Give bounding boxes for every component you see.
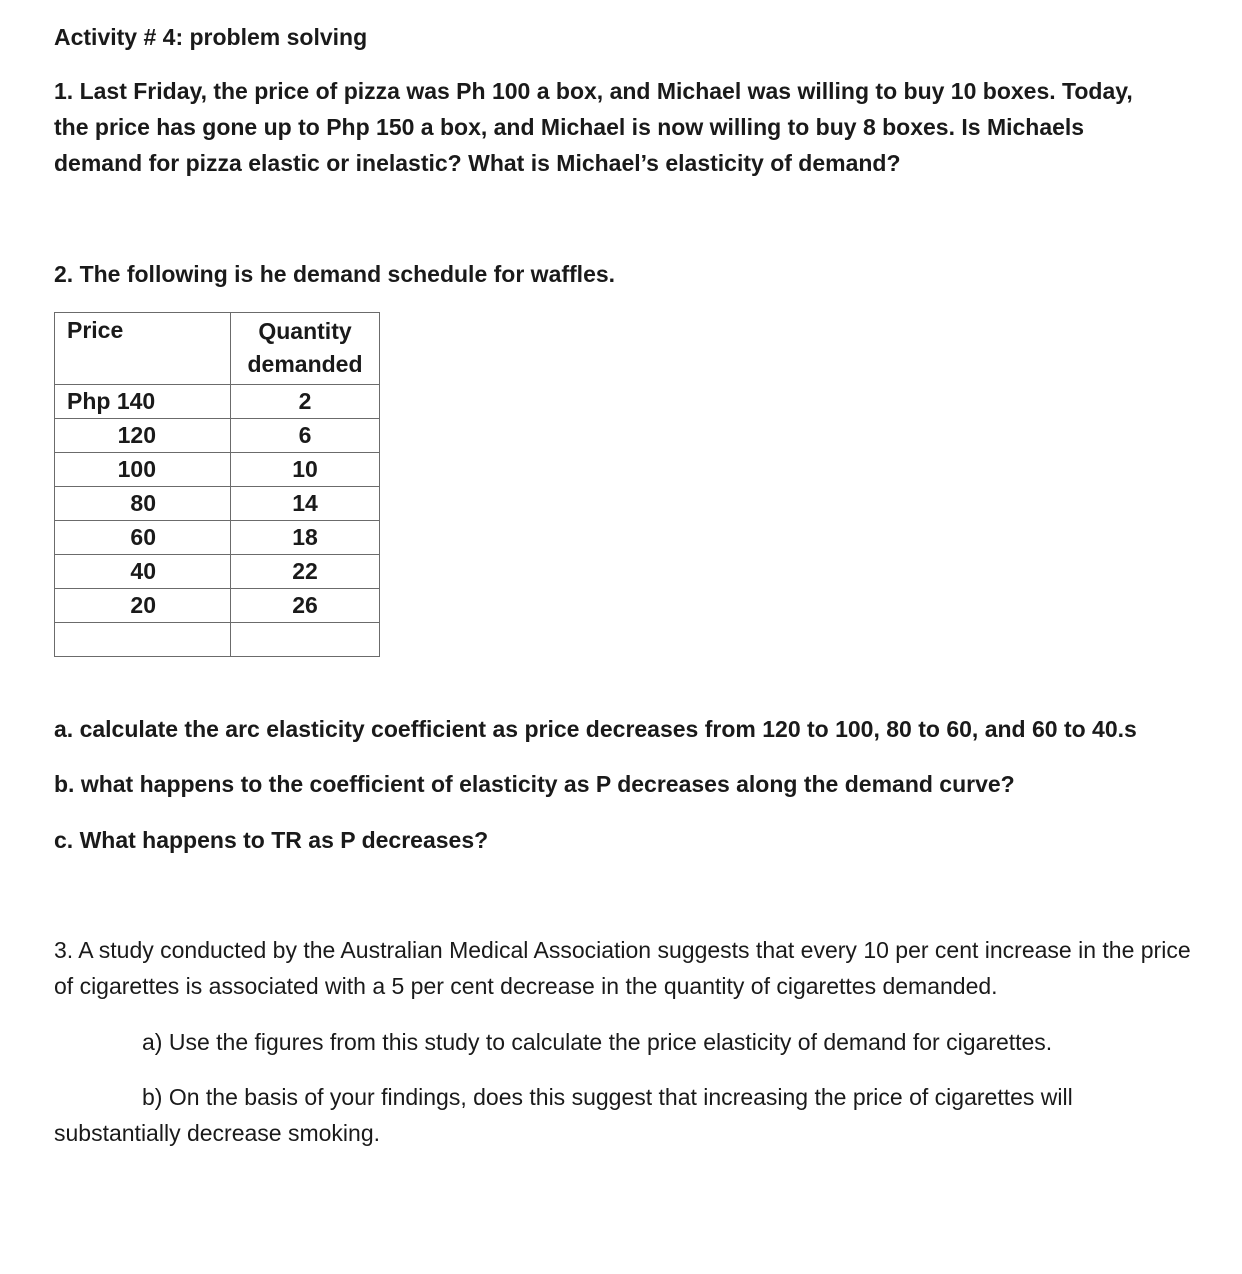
- question-3b: b) On the basis of your findings, does this suggest that increasing the price of cigarettes will substantially decrease smoking.: [54, 1084, 1073, 1146]
- table-row: [55, 487, 380, 521]
- table-row: [55, 453, 380, 487]
- quantity-cell: 22: [231, 555, 380, 589]
- quantity-cell: 2: [231, 385, 380, 419]
- price-cell: 40: [55, 555, 231, 589]
- question-3a: a) Use the figures from this study to calculate the price elasticity of demand for cigarettes.: [142, 1029, 1053, 1055]
- quantity-cell: 6: [231, 419, 380, 453]
- quantity-cell: 10: [231, 453, 380, 487]
- question-3-intro: 3. A study conducted by the Australian Medical Association suggests that every 10 per cent increase in the price of cigarettes is associated with a 5 per cent decrease in the quantity of cigarettes demanded.: [54, 937, 1191, 999]
- price-cell: 100: [55, 453, 231, 487]
- table-row: [55, 555, 380, 589]
- question-2a: a. calculate the arc elasticity coefficient as price decreases from 120 to 100, 80 to 60, and 60 to 40.s: [54, 716, 1137, 742]
- question-2b: b. what happens to the coefficient of elasticity as P decreases along the demand curve?: [54, 771, 1015, 797]
- quantity-cell: 26: [231, 589, 380, 623]
- header-quantity-line-2: demanded: [247, 351, 363, 377]
- quantity-cell: [231, 623, 380, 657]
- header-quantity-line-1: Quantity: [258, 318, 352, 344]
- price-cell: 20: [55, 589, 231, 623]
- price-cell: [55, 623, 231, 657]
- price-cell: 60: [55, 521, 231, 555]
- question-1-line-1: 1. Last Friday, the price of pizza was Ph 100 a box, and Michael was willing to buy 10 boxes. Today,: [54, 78, 1133, 104]
- price-cell: 120: [55, 419, 231, 453]
- question-1-line-2: the price has gone up to Php 150 a box, and Michael is now willing to buy 8 boxes. Is Michaels: [54, 114, 1085, 140]
- question-2c: c. What happens to TR as P decreases?: [54, 827, 489, 853]
- table-row: [55, 521, 380, 555]
- header-price: Price: [55, 313, 231, 385]
- header-quantity: [231, 313, 380, 385]
- price-cell: 80: [55, 487, 231, 521]
- activity-title: Activity # 4: problem solving: [54, 24, 368, 50]
- demand-schedule-table: [54, 312, 380, 657]
- question-1-line-3: demand for pizza elastic or inelastic? What is Michael’s elasticity of demand?: [54, 150, 901, 176]
- table-row: [55, 385, 380, 419]
- table-row: [55, 419, 380, 453]
- table-row-empty: [55, 623, 380, 657]
- question-3a-wrap: [54, 1024, 1194, 1060]
- question-2-intro: 2. The following is he demand schedule for waffles.: [54, 261, 616, 287]
- quantity-cell: 14: [231, 487, 380, 521]
- quantity-cell: 18: [231, 521, 380, 555]
- table-header-row: [55, 313, 380, 385]
- price-cell: Php 140: [55, 385, 231, 419]
- table-row: [55, 589, 380, 623]
